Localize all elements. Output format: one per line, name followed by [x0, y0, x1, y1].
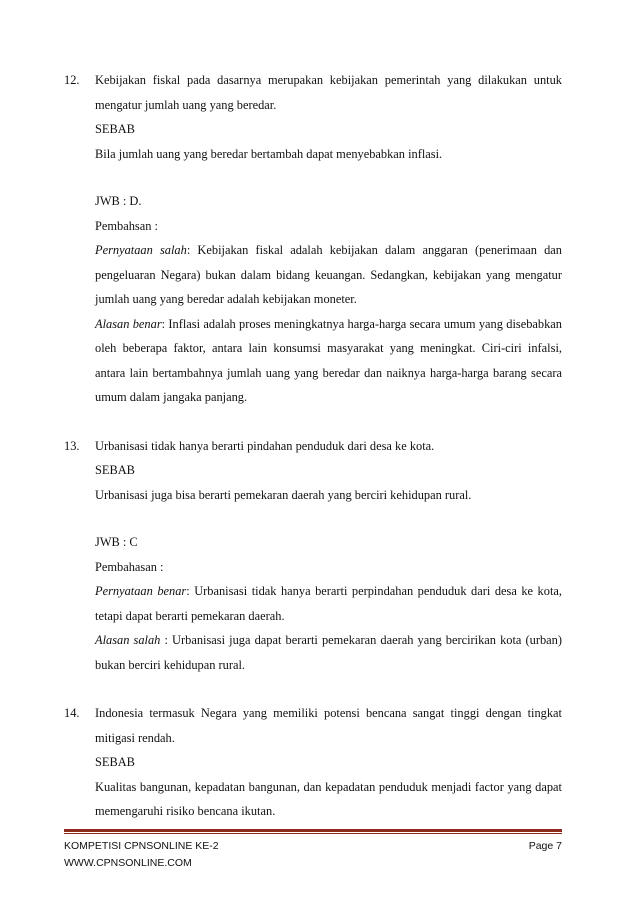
question-number: 14.	[64, 706, 80, 720]
question-number: 12.	[64, 73, 80, 87]
document-body	[64, 68, 562, 824]
statement-explanation-text: : Kebijakan fiskal adalah kebijakan dalam anggaran (penerimaan dan pengeluaran Negara) bukan dalam bidang keuangan. Sedangkan, kebijakan yang mengatur jumlah uang yang beredar adalah kebijakan moneter.	[95, 243, 562, 306]
reason-explanation	[95, 628, 562, 677]
answer-line: JWB : C	[95, 535, 138, 549]
reason-explanation	[95, 312, 562, 410]
reason-explanation-text: : Inflasi adalah proses meningkatnya harga-harga secara umum yang disebabkan oleh beberapa faktor, antara lain konsumsi masyarakat yang meningkat. Ciri-ciri infalsi, antara lain bertambahnya jumlah uang yang beredar dan naiknya harga-harga barang secara umum dalam jangaka panjang.	[95, 316, 562, 404]
statement-explanation	[95, 238, 562, 312]
because-label: SEBAB	[95, 755, 135, 769]
footer-url: WWW.CPNSONLINE.COM	[64, 857, 192, 869]
footer-rule-thin	[64, 833, 562, 834]
answer-line: JWB : D.	[95, 194, 142, 208]
statement-explanation	[95, 579, 562, 628]
footer-title: KOMPETISI CPNSONLINE KE-2	[64, 840, 219, 852]
question-13	[64, 434, 562, 678]
question-statement: Kebijakan fiskal pada dasarnya merupakan kebijakan pemerintah yang dilakukan untuk mengatur jumlah uang yang beredar.	[95, 73, 562, 112]
statement-verdict: Pernyataan salah	[95, 243, 187, 257]
question-12	[64, 68, 562, 410]
reason-verdict: Alasan benar	[95, 316, 162, 331]
question-reason: Urbanisasi juga bisa berarti pemekaran daerah yang berciri kehidupan rural.	[95, 487, 472, 502]
page-footer	[64, 829, 562, 872]
discussion-label: Pembahsan :	[95, 218, 158, 233]
statement-verdict: Pernyataan benar	[95, 584, 187, 598]
question-reason: Kualitas bangunan, kepadatan bangunan, dan kepadatan penduduk menjadi factor yang dapat memengaruhi risiko bencana ikutan.	[95, 779, 562, 818]
because-label: SEBAB	[95, 122, 135, 136]
statement-explanation-text: : Urbanisasi tidak hanya berarti perpindahan penduduk dari desa ke kota, tetapi dapat berarti pemekaran daerah.	[95, 584, 562, 623]
discussion-label: Pembahasan :	[95, 559, 164, 574]
question-statement: Indonesia termasuk Negara yang memiliki potensi bencana sangat tinggi dengan tingkat mitigasi rendah.	[95, 706, 562, 745]
because-label: SEBAB	[95, 463, 135, 477]
question-statement: Urbanisasi tidak hanya berarti pindahan penduduk dari desa ke kota.	[95, 438, 435, 453]
reason-explanation-text: : Urbanisasi juga dapat berarti pemekaran daerah yang bercirikan kota (urban) bukan berciri kehidupan rural.	[95, 633, 562, 672]
reason-verdict: Alasan salah	[95, 633, 161, 647]
question-number: 13.	[64, 438, 80, 453]
footer-rule-thick	[64, 829, 562, 832]
page-number: Page 7	[528, 840, 562, 852]
question-reason: Bila jumlah uang yang beredar bertambah dapat menyebabkan inflasi.	[95, 146, 443, 161]
question-14	[64, 701, 562, 824]
